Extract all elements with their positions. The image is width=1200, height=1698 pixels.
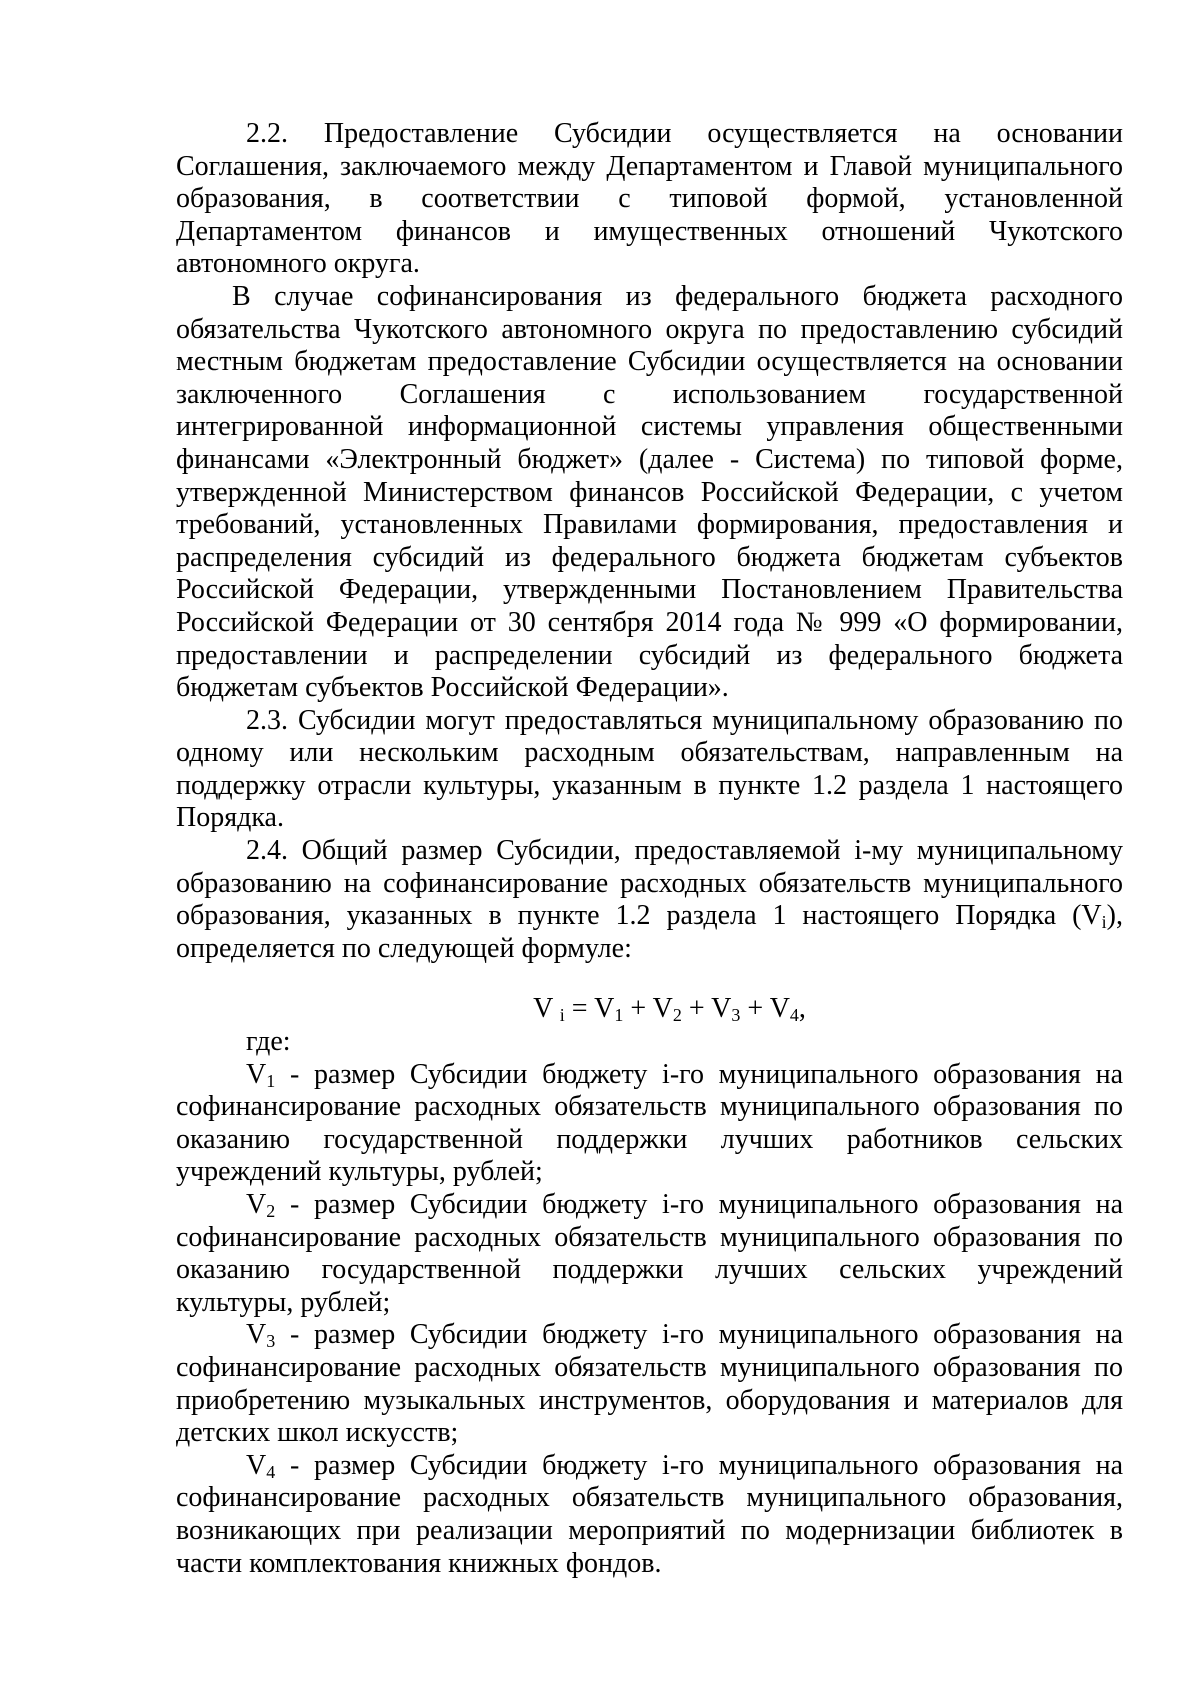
subsidy-formula: [176, 993, 1123, 1026]
paragraph-2-4-tail: ), определяется по следующей формуле:: [176, 900, 1123, 964]
formula-term-4: V: [769, 993, 790, 1025]
formula-term-3-sub: 3: [731, 1005, 741, 1026]
formula-term-1-sub: 1: [614, 1005, 624, 1026]
definition-v1-symbol: V: [246, 1058, 267, 1090]
definition-v1-sub: 1: [266, 1070, 276, 1091]
paragraph-2-4: [176, 835, 1123, 965]
definition-v4-symbol: V: [246, 1449, 267, 1481]
definition-v4-text: - размер Субсидии бюджету i-го муниципального образования на софинансирование расходных обязательств муниципального образования, возникающих при реализации мероприятий по модернизации библиотек в части комплектования книжных фондов.: [176, 1449, 1123, 1579]
formula-term-4-sub: 4: [789, 1005, 799, 1026]
definition-v4-sub: 4: [266, 1461, 276, 1482]
definition-v3-text: - размер Субсидии бюджету i-го муниципального образования на софинансирование расходных обязательств муниципального образования по приобретению музыкальных инструментов, оборудования и материалов для детских школ искусств;: [176, 1319, 1123, 1449]
definition-v3-symbol: V: [246, 1319, 267, 1351]
formula-eq: =: [564, 993, 595, 1025]
document-page: [176, 118, 1123, 1580]
definition-v4: [176, 1450, 1123, 1580]
formula-plus-1: +: [623, 993, 653, 1025]
formula-term-3: V: [711, 993, 732, 1025]
definition-v2: [176, 1189, 1123, 1319]
definition-v1-text: - размер Субсидии бюджету i-го муниципального образования на софинансирование расходных обязательств муниципального образования по оказанию государственной поддержки лучших работников сельских учреждений культуры, рублей;: [176, 1058, 1123, 1188]
paragraph-2-2-cofinancing: В случае софинансирования из федерального бюджета расходного обязательства Чукотского автономного округа по предоставлению субсидий местным бюджетам предоставление Субсидии осуществляется на основании заключенного Соглашения с использованием государственной интегрированной информационной системы управления общественными финансами «Электронный бюджет» (далее - Система) по типовой форме, утвержденной Министерством финансов Российской Федерации, с учетом требований, установленных Правилами формирования, предоставления и распределения субсидий из федерального бюджета бюджетам субъектов Российской Федерации, утвержденными Постановлением Правительства Российской Федерации от 30 сентября 2014 года № 999 «О формировании, предоставлении и распределении субсидий из федерального бюджета бюджетам субъектов Российской Федерации».: [176, 280, 1123, 704]
where-label: где:: [246, 1026, 291, 1058]
definition-v3-sub: 3: [266, 1331, 276, 1352]
formula-plus-2: +: [681, 993, 712, 1025]
definition-v2-text: - размер Субсидии бюджету i-го муниципального образования на софинансирование расходных обязательств муниципального образования по оказанию государственной поддержки лучших сельских учреждений культуры, рублей;: [176, 1189, 1123, 1318]
definition-v1: [176, 1059, 1123, 1189]
definition-v2-symbol: V: [246, 1189, 267, 1220]
definition-v3: [176, 1319, 1123, 1449]
formula-plus-3: +: [740, 993, 770, 1025]
paragraph-2-4-text: 2.4. Общий размер Субсидии, предоставляемой i-му муниципальному образованию на софинансирование расходных обязательств муниципального образования, указанных в пункте 1.2 раздела 1 настоящего Порядка (V: [176, 835, 1123, 932]
formula-end: ,: [798, 993, 806, 1025]
formula-term-1: V: [594, 993, 615, 1025]
formula-lhs: V: [533, 993, 553, 1025]
formula-term-2-sub: 2: [672, 1005, 682, 1026]
formula-term-2: V: [652, 993, 673, 1025]
paragraph-2-4-subscript: i: [1101, 912, 1107, 933]
paragraph-2-3: 2.3. Субсидии могут предоставляться муниципальному образованию по одному или нескольким расходным обязательствам, направленным на поддержку отрасли культуры, указанным в пункте 1.2 раздела 1 настоящего Порядка.: [176, 704, 1123, 834]
formula-lhs-sub: i: [559, 1005, 565, 1026]
definition-v2-sub: 2: [266, 1201, 276, 1221]
paragraph-2-2: 2.2. Предоставление Субсидии осуществляется на основании Соглашения, заключаемого между Департаментом и Главой муниципального образования, в соответствии с типовой формой, установленной Департаментом финансов и имущественных отношений Чукотского автономного округа.: [176, 118, 1123, 280]
